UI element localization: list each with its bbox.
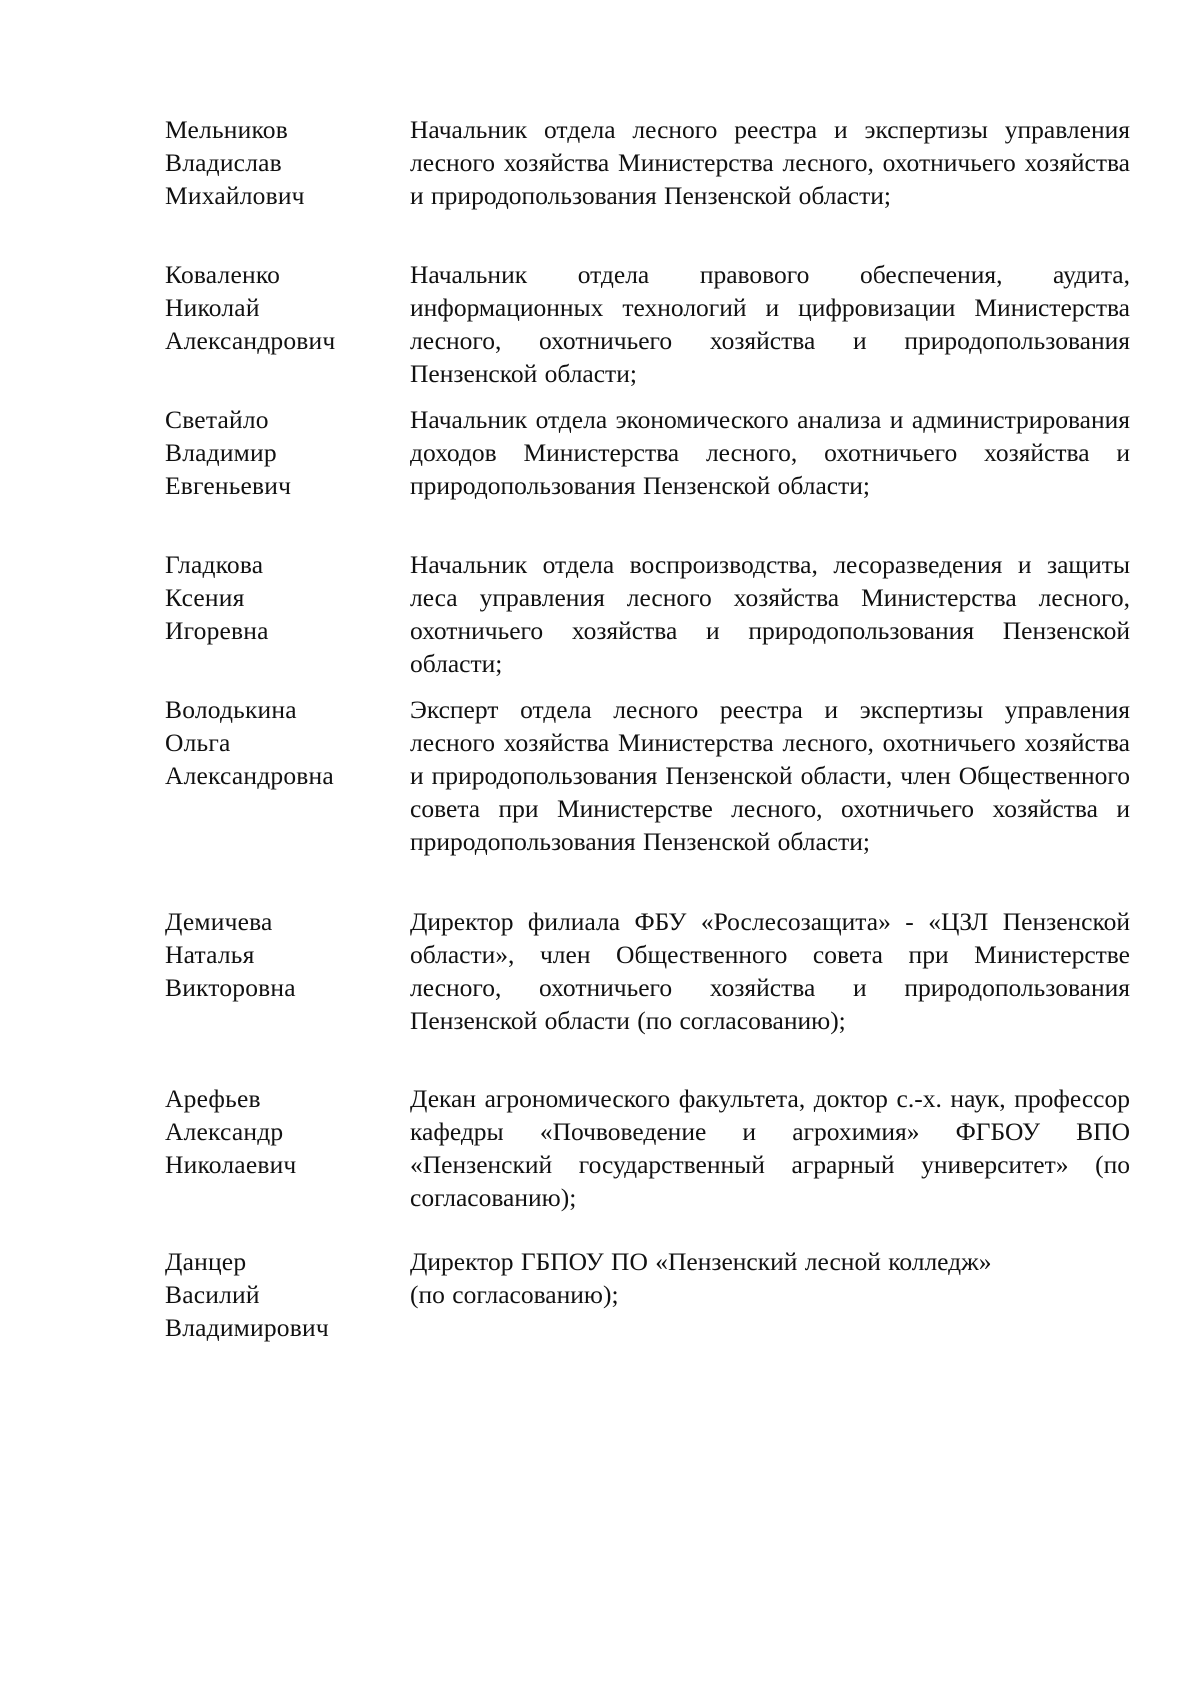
member-name: [165, 1245, 405, 1344]
member-first-name: Владимир: [165, 438, 277, 467]
member-name: [165, 258, 405, 357]
member-patronymic: Владимирович: [165, 1313, 329, 1342]
member-surname: Гладкова: [165, 550, 264, 579]
member-position: [410, 1245, 1130, 1311]
member-first-name: Василий: [165, 1280, 260, 1309]
member-name: [165, 905, 405, 1004]
member-position: Начальник отдела экономического анализа и администрирования доходов Министерства лесного, охотничьего хозяйства и природопользования Пензенской области;: [410, 405, 1130, 500]
member-surname: Данцер: [165, 1247, 247, 1276]
member-first-name: Александр: [165, 1117, 284, 1146]
member-name: [165, 548, 405, 647]
member-surname: Демичева: [165, 907, 273, 936]
member-first-name: Владислав: [165, 148, 282, 177]
member-position: Эксперт отдела лесного реестра и экспертизы управления лесного хозяйства Министерства лесного, охотничьего хозяйства и природопользования Пензенской области, член Общественного совета при Министерстве лесного, охотничьего хозяйства и природопользования Пензенской области;: [410, 695, 1130, 856]
member-position-line: Директор ГБПОУ ПО «Пензенский лесной колледж»: [410, 1247, 992, 1276]
member-position: Декан агрономического факультета, доктор с.-х. наук, профессор кафедры «Почвоведение и агрохимия» ФГБОУ ВПО «Пензенский государственный аграрный университет» (по согласованию);: [410, 1084, 1130, 1212]
member-position: Директор филиала ФБУ «Рослесозащита» - «ЦЗЛ Пензенской области», член Общественного совета при Министерстве лесного, охотничьего хозяйства и природопользования Пензенской области (по согласованию);: [410, 907, 1130, 1035]
member-position: Начальник отдела воспроизводства, лесоразведения и защиты леса управления лесного хозяйства Министерства лесного, охотничьего хозяйства и природопользования Пензенской области;: [410, 550, 1130, 678]
member-surname: Арефьев: [165, 1084, 261, 1113]
member-first-name: Ксения: [165, 583, 245, 612]
member-name: [165, 113, 405, 212]
member-position: Начальник отдела правового обеспечения, аудита, информационных технологий и цифровизации Министерства лесного, охотничьего хозяйства и природопользования Пензенской области;: [410, 260, 1130, 388]
member-patronymic: Александровна: [165, 761, 334, 790]
member-surname: Мельников: [165, 115, 288, 144]
member-name: [165, 403, 405, 502]
member-name: [165, 1082, 405, 1181]
member-surname: Светайло: [165, 405, 269, 434]
member-patronymic: Михайлович: [165, 181, 305, 210]
member-position-line: (по согласованию);: [410, 1280, 619, 1309]
member-patronymic: Викторовна: [165, 973, 296, 1002]
member-name: [165, 693, 405, 792]
member-patronymic: Евгеньевич: [165, 471, 292, 500]
member-surname: Коваленко: [165, 260, 281, 289]
member-patronymic: Николаевич: [165, 1150, 297, 1179]
member-first-name: Наталья: [165, 940, 255, 969]
member-position: Начальник отдела лесного реестра и экспертизы управления лесного хозяйства Министерства лесного, охотничьего хозяйства и природопользования Пензенской области;: [410, 115, 1130, 210]
member-first-name: Николай: [165, 293, 260, 322]
member-surname: Володькина: [165, 695, 297, 724]
member-patronymic: Александрович: [165, 326, 336, 355]
member-patronymic: Игоревна: [165, 616, 269, 645]
member-first-name: Ольга: [165, 728, 231, 757]
